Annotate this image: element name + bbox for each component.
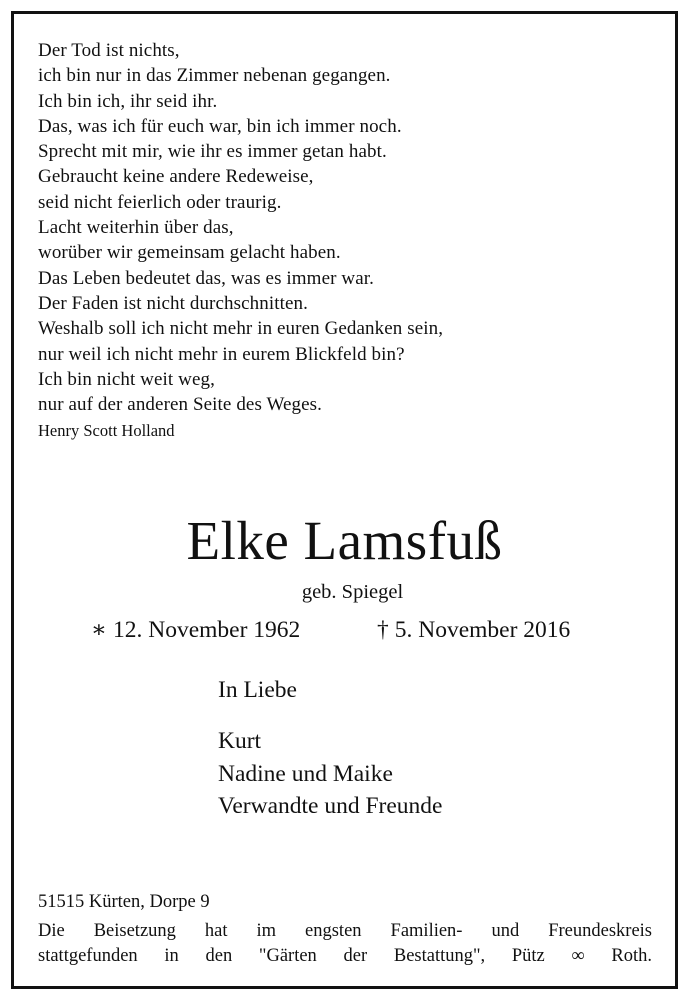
- birth-date: 12. November 1962: [112, 617, 301, 643]
- poem-line: nur weil ich nicht mehr in eurem Blickfeld bin?: [38, 343, 405, 365]
- deceased-name: Elke Lamsfuß: [186, 510, 503, 571]
- mourner-item: Nadine und Maike: [218, 760, 393, 787]
- birth-star-icon: ∗: [91, 617, 107, 643]
- poem-line: Lacht weiterhin über das,: [38, 217, 234, 239]
- burial-notice-line: Die Beisetzung hat im engsten Familien- und Freundeskreis: [38, 921, 652, 941]
- poem-line: Gebraucht keine andere Redeweise,: [38, 166, 314, 188]
- poem-line: Das, was ich für euch war, bin ich immer noch.: [38, 115, 402, 137]
- death-cross-icon: †: [377, 617, 389, 643]
- mourning-intro: In Liebe: [218, 677, 297, 703]
- burial-notice: [38, 919, 652, 969]
- poem-line: Sprecht mit mir, wie ihr es immer getan habt.: [38, 141, 387, 163]
- poem-line: Weshalb soll ich nicht mehr in euren Gedanken sein,: [38, 318, 444, 340]
- poem-line: Das Leben bedeutet das, was es immer war.: [38, 267, 374, 289]
- mourner-item: Kurt: [218, 728, 262, 754]
- mourner-item: Verwandte und Freunde: [218, 793, 443, 819]
- burial-notice-line: stattgefunden in den "Gärten der Bestattung", Pütz ∞ Roth.: [38, 946, 652, 966]
- poem-author: Henry Scott Holland: [38, 421, 175, 440]
- death-date: 5. November 2016: [394, 617, 571, 643]
- poem-line: Ich bin ich, ihr seid ihr.: [38, 90, 218, 112]
- poem-line: worüber wir gemeinsam gelacht haben.: [38, 242, 341, 264]
- poem: [38, 38, 638, 417]
- maiden-name: geb. Spiegel: [301, 581, 404, 603]
- family-address: 51515 Kürten, Dorpe 9: [38, 892, 210, 912]
- poem-line: Der Faden ist nicht durchschnitten.: [38, 292, 308, 314]
- poem-line: nur auf der anderen Seite des Weges.: [38, 394, 322, 416]
- poem-line: seid nicht feierlich oder traurig.: [38, 191, 282, 213]
- death-date-line: [377, 614, 570, 646]
- poem-line: Ich bin nicht weit weg,: [38, 368, 215, 390]
- birth-date-line: [91, 614, 300, 646]
- poem-line: ich bin nur in das Zimmer nebenan gegangen.: [38, 65, 391, 87]
- mourners-list: [218, 725, 443, 823]
- poem-line: Der Tod ist nichts,: [38, 40, 180, 61]
